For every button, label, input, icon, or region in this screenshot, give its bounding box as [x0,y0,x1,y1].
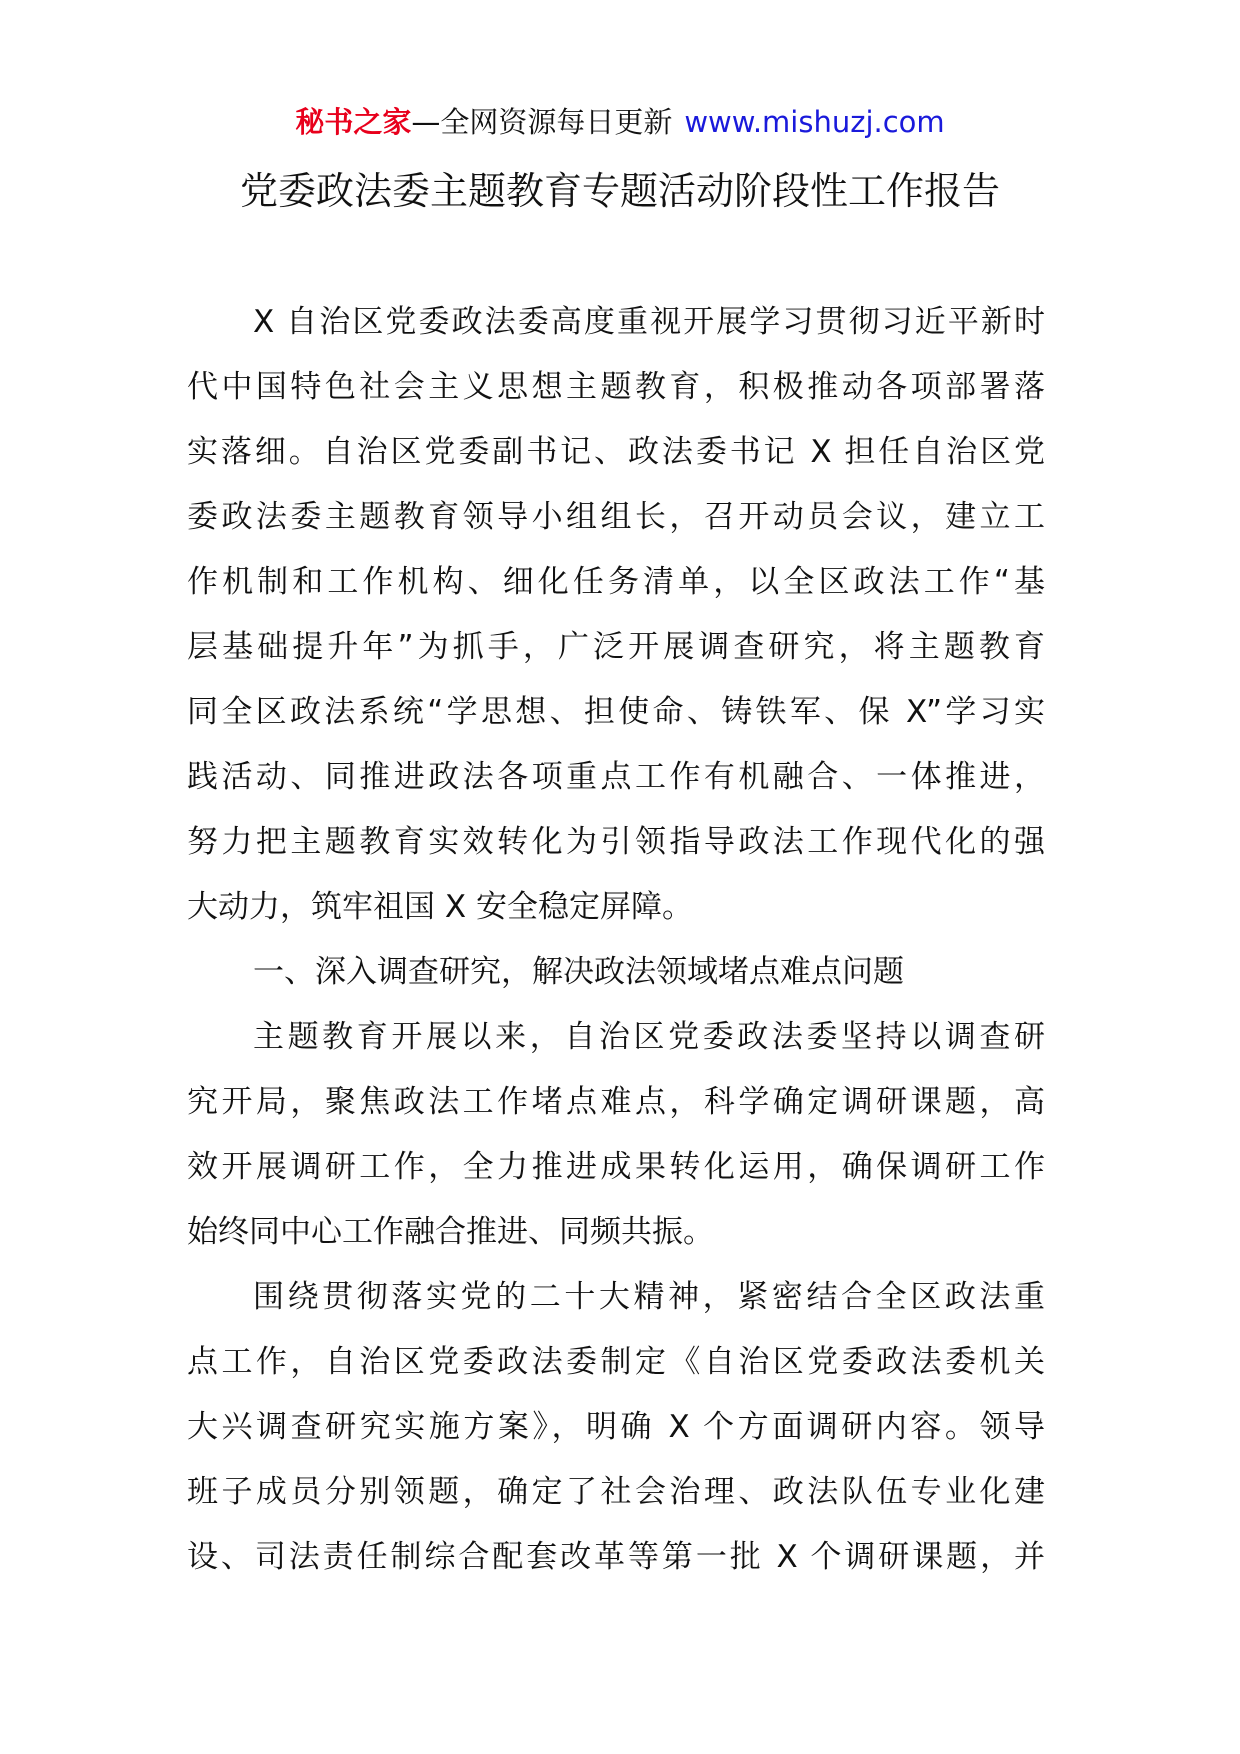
paragraph-line: 代中国特色社会主义思想主题教育，积极推动各项部署落 [187,369,1045,405]
site-brand: 秘书之家 [295,105,412,139]
paragraph-line: 实落细。自治区党委副书记、政法委书记 X 担任自治区党 [187,434,1045,470]
paragraph-line: X 自治区党委政法委高度重视开展学习贯彻习近平新时 [253,304,1045,340]
paragraph-line: 同全区政法系统“学思想、担使命、铸铁军、保 X”学习实 [187,694,1045,730]
paragraph-line: 究开局，聚焦政法工作堵点难点，科学确定调研课题，高 [187,1084,1045,1120]
paragraph-line: 始终同中心工作融合推进、同频共振。 [187,1214,714,1250]
document-title: 党委政法委主题教育专题活动阶段性工作报告 [239,169,1000,213]
paragraph-line: 围绕贯彻落实党的二十大精神，紧密结合全区政法重 [253,1279,1045,1315]
paragraph-line: 班子成员分别领题，确定了社会治理、政法队伍专业化建 [187,1474,1045,1510]
paragraph-line: 设、司法责任制综合配套改革等第一批 X 个调研课题，并 [187,1539,1045,1575]
paragraph-line: 践活动、同推进政法各项重点工作有机融合、一体推进， [187,759,1045,795]
paragraph-line: 效开展调研工作，全力推进成果转化运用，确保调研工作 [187,1149,1045,1185]
section-heading: 一、深入调查研究，解决政法领域堵点难点问题 [253,954,904,990]
paragraph-line: 大兴调查研究实施方案》，明确 X 个方面调研内容。领导 [187,1409,1045,1445]
paragraph-line: 努力把主题教育实效转化为引领指导政法工作现代化的强 [187,824,1045,860]
paragraph-line: 主题教育开展以来，自治区党委政法委坚持以调查研 [253,1019,1045,1055]
paragraph-line: 大动力，筑牢祖国 X 安全稳定屏障。 [187,889,693,925]
paragraph-line: 层基础提升年”为抓手，广泛开展调查研究，将主题教育 [187,629,1045,665]
paragraph-line: 作机制和工作机构、细化任务清单，以全区政法工作“基 [187,564,1045,600]
site-tagline: —全网资源每日更新 [411,105,673,139]
site-url-link[interactable]: www.mishuzj.com [684,105,945,139]
paragraph-line: 点工作，自治区党委政法委制定《自治区党委政法委机关 [187,1344,1045,1380]
document-body [187,290,1045,1590]
site-header [0,100,1240,144]
paragraph-line: 委政法委主题教育领导小组组长，召开动员会议，建立工 [187,499,1045,535]
